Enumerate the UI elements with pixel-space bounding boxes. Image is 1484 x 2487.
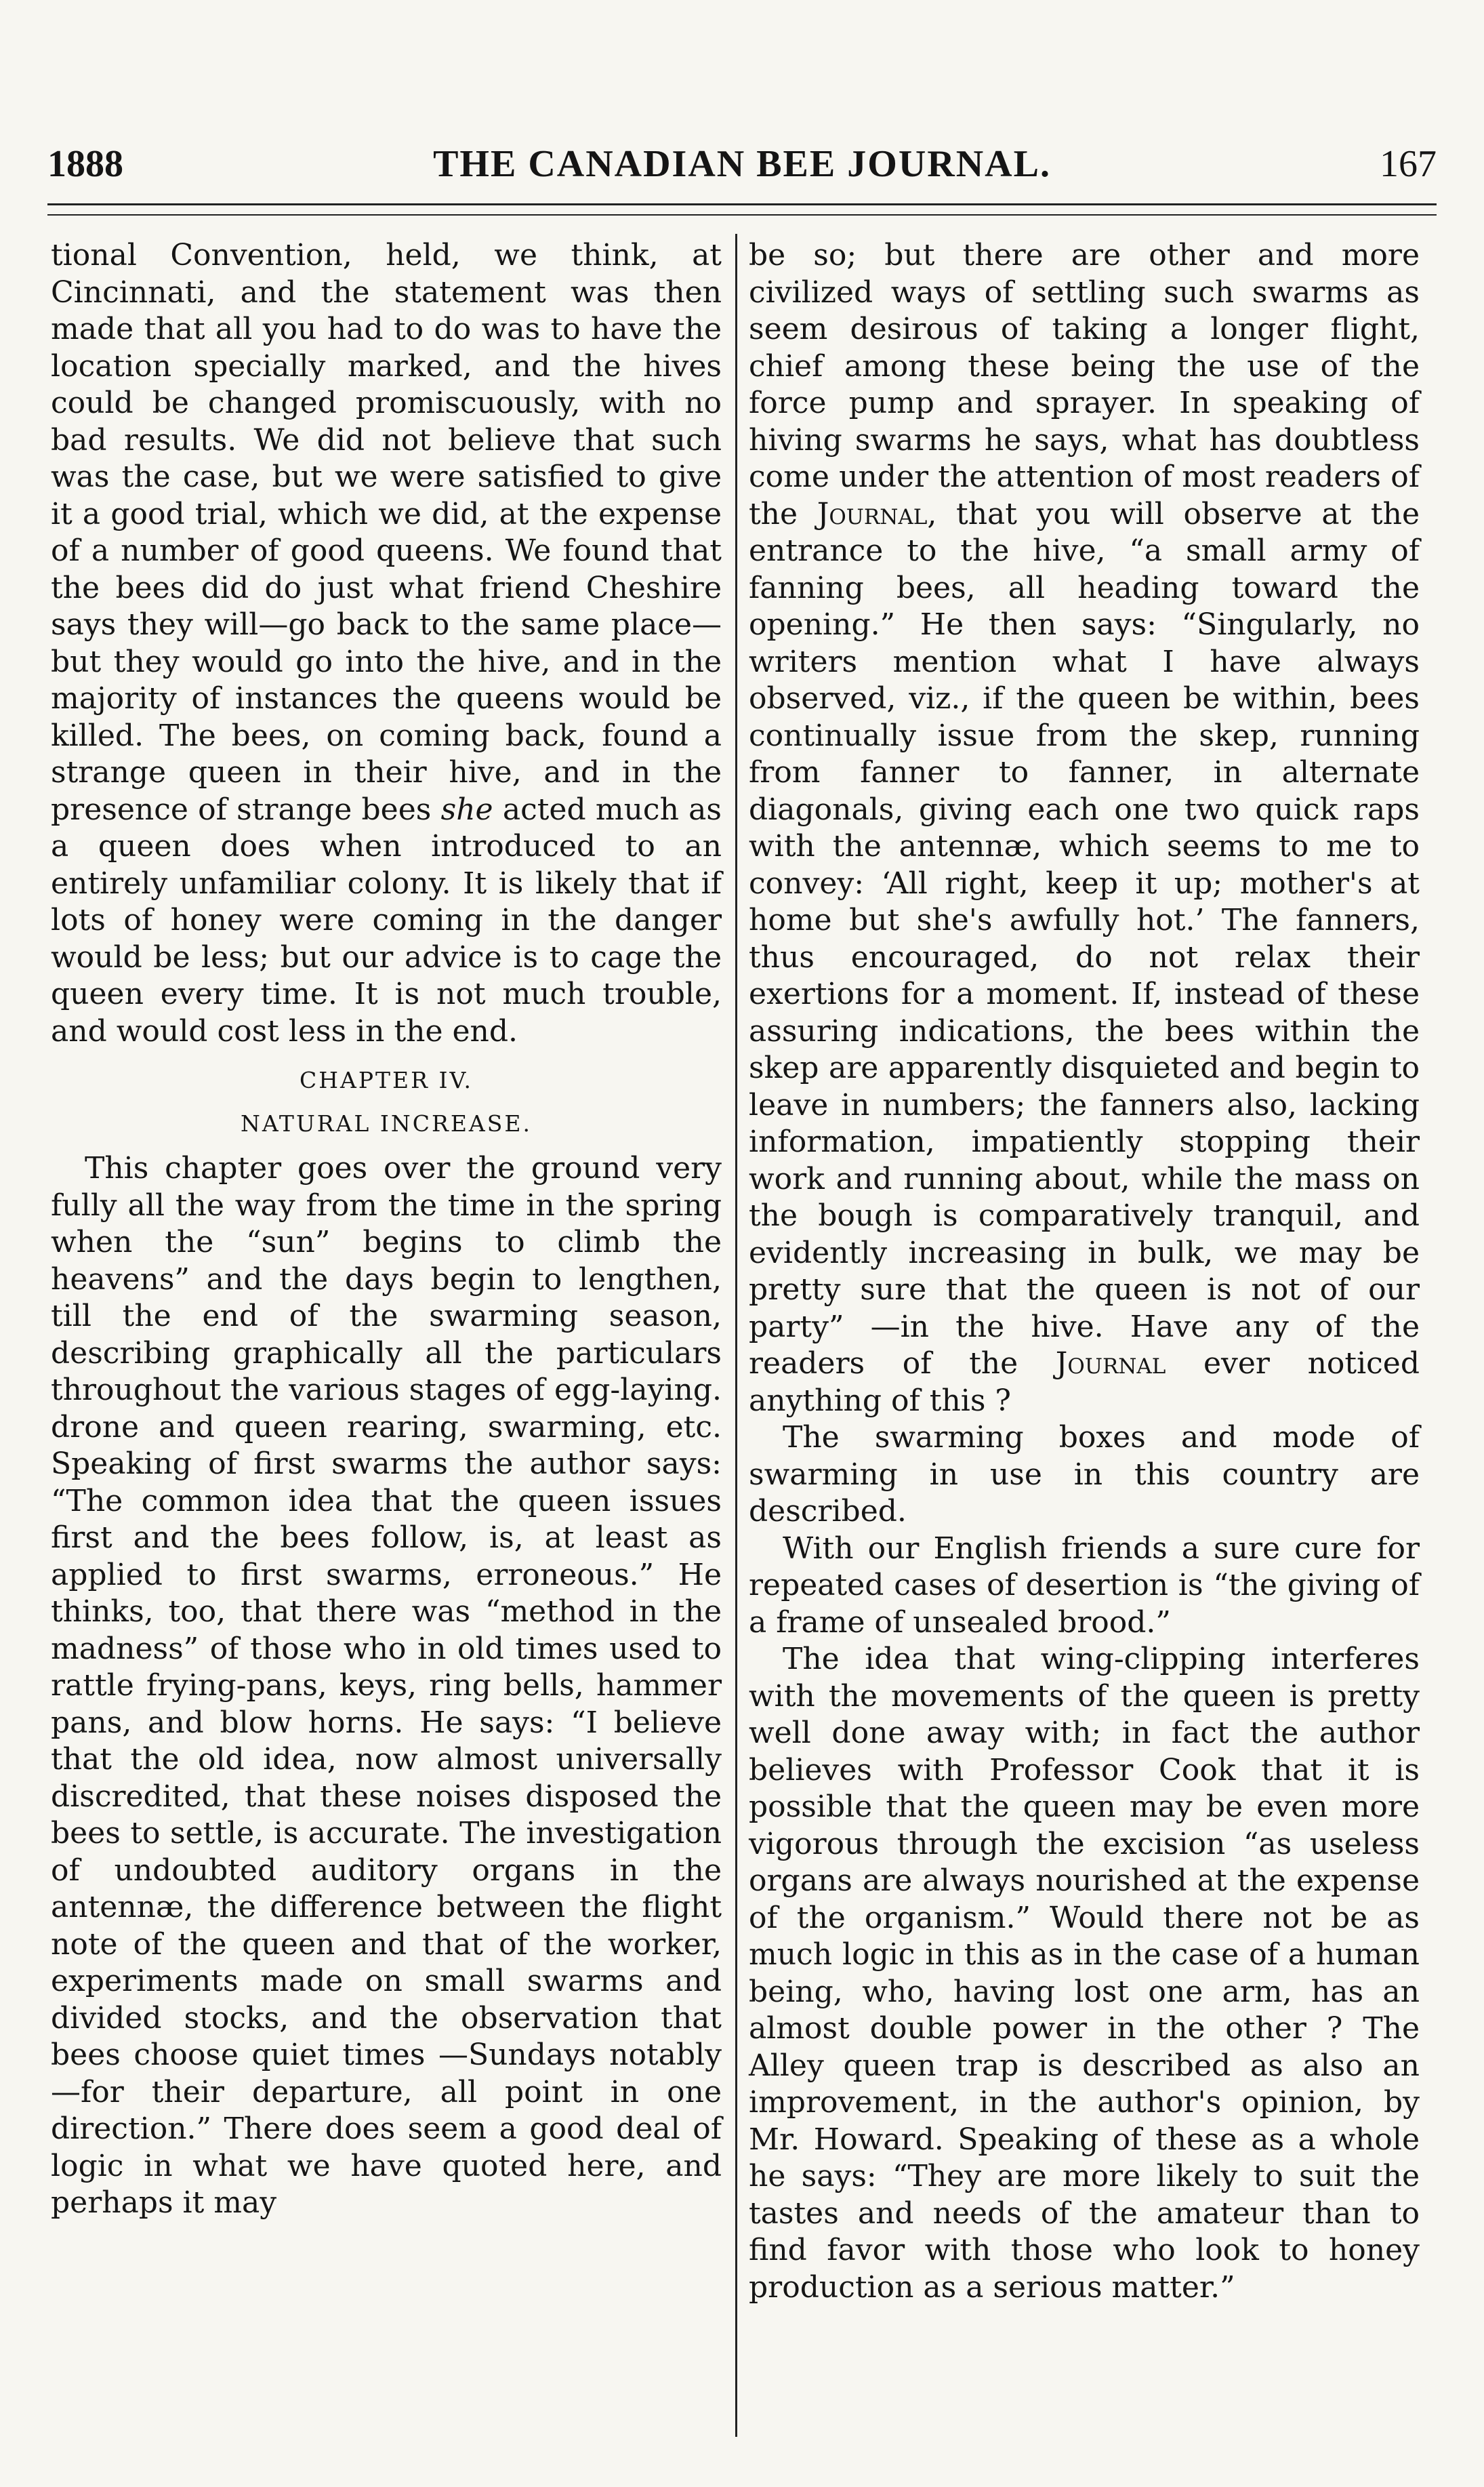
- column-divider: [735, 234, 737, 2437]
- right-paragraph-3: With our English friends a sure cure for repeated cases of desertion is “the giving of a frame of unsealed brood.”: [749, 1531, 1420, 1640]
- header-rule-top: [47, 203, 1437, 205]
- chapter-heading: CHAPTER IV.: [299, 1067, 474, 1093]
- journal-word-2: Journal: [1055, 1346, 1166, 1381]
- header-rule-bottom: [47, 214, 1437, 216]
- right-paragraph-4: The idea that wing-clipping interferes with the movements of the queen is pretty well done away with; in fact the author believes with Professor Cook that it is possible that the queen may be even more vigorous through the excision “as useless organs are always nourished at the expense of the organism.” Would there not be as much logic in this as in the case of a human being, who, having lost one arm, has an almost double power in the other ? The Alley queen trap is described as also an improvement, in the author's opinion, by Mr. Howard. Speaking of these as a whole he says: “They are more likely to suit the tastes and needs of the amateur than to find favor with those who look to honey production as a serious matter.”: [749, 1642, 1420, 2305]
- emphasis-she: she: [440, 792, 493, 827]
- journal-word: Journal: [817, 496, 928, 531]
- header-year: 1888: [47, 143, 123, 185]
- right-paragraph-2: The swarming boxes and mode of swarming in use in this country are described.: [749, 1420, 1420, 1529]
- journal-title: THE CANADIAN BEE JOURNAL.: [433, 143, 1051, 185]
- left-paragraph-1: tional Convention, held, we think, at Cincinnati, and the statement was then made that all you had to do was to have the location specially marked, and the hives could be changed promiscuously, with no bad results. We did not believe that such was the case, but we were satisfied to give it a good trial, which we did, at the expense of a number of good queens. We found that the bees did do just what friend Cheshire says they will—go back to the same place—but they would go into the hive, and in the majority of instances the queens would be killed. The bees, on coming back, found a strange queen in their hive, and in the presence of strange bees she acted much as a queen does when introduced to an entirely unfamiliar colony. It is likely that if lots of honey were coming in the danger would be less; but our advice is to cage the queen every time. It is not much trouble, and would cost less in the end.: [51, 238, 722, 1049]
- right-column: [749, 237, 1420, 2306]
- page-number: 167: [1380, 143, 1437, 185]
- left-paragraph-2: This chapter goes over the ground very fully all the way from the time in the spring when the “sun” begins to climb the heavens” and the days begin to lengthen, till the end of the swarming season, describing graphically all the particulars throughout the various stages of egg-laying. drone and queen rearing, swarming, etc. Speaking of first swarms the author says: “The common idea that the queen issues first and the bees follow, is, at least as applied to first swarms, erroneous.” He thinks, too, that there was “method in the madness” of those who in old times used to rattle frying-pans, keys, ring bells, hammer pans, and blow horns. He says: “I believe that the old idea, now almost universally discredited, that these noises disposed the bees to settle, is accurate. The investigation of undoubted auditory organs in the antennæ, the difference between the flight note of the queen and that of the worker, experiments made on small swarms and divided stocks, and the observation that bees choose quiet times —Sundays notably—for their departure, all point in one direction.” There does seem a good deal of logic in what we have quoted here, and perhaps it may: [51, 1151, 722, 2220]
- left-column: [51, 237, 722, 2222]
- right-paragraph-1: be so; but there are other and more civilized ways of settling such swarms as seem desirous of taking a longer flight, chief among these being the use of the force pump and sprayer. In speaking of hiving swarms he says, what has doubtless come under the attention of most readers of the Journal, that you will observe at the entrance to the hive, “a small army of fanning bees, all heading toward the opening.” He then says: “Singularly, no writers mention what I have always observed, viz., if the queen be within, bees continually issue from the skep, running from fanner to fanner, in alternate diagonals, giving each one two quick raps with the antennæ, which seems to me to convey: ‘All right, keep it up; mother's at home but she's awfully hot.’ The fanners, thus encouraged, do not relax their exertions for a moment. If, instead of these assuring indications, the bees within the skep are apparently disquieted and begin to leave in numbers; the fanners also, lacking information, impatiently stopping their work and running about, while the mass on the bough is comparatively tranquil, and evidently increasing in bulk, we may be pretty sure that the queen is not of our party” —in the hive. Have any of the readers of the Journal ever noticed anything of this ?: [749, 238, 1420, 1418]
- chapter-subheading: NATURAL INCREASE.: [241, 1110, 532, 1137]
- page-header: [47, 142, 1437, 190]
